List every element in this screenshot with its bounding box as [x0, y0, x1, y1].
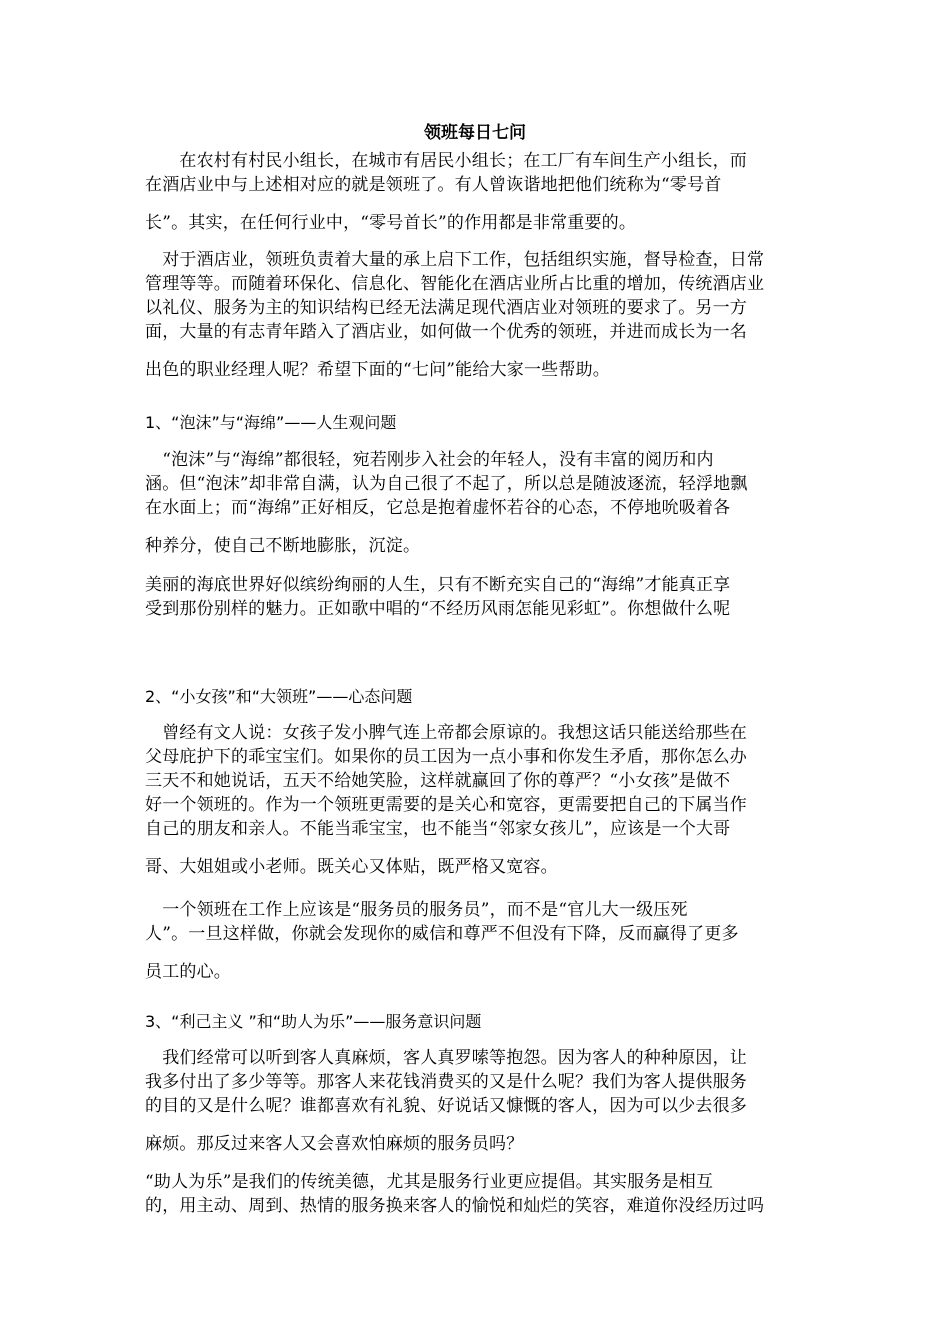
text-line: 长”。其实，在任何行业中，“零号首长”的作用都是非常重要的。: [145, 213, 637, 233]
text-line: 的，用主动、周到、热情的服务换来客人的愉悦和灿烂的笑容，难道你没经历过吗: [145, 1196, 765, 1216]
text-line: 的目的又是什么呢？谁都喜欢有礼貌、好说话又慷慨的客人，因为可以少去很多: [145, 1096, 747, 1116]
text-line: “泡沫”与“海绵”都很轻，宛若刚步入社会的年轻人，没有丰富的阅历和内: [145, 450, 714, 470]
text-line: 面，大量的有志青年踏入了酒店业，如何做一个优秀的领班，并进而成长为一名: [145, 322, 747, 342]
text-line: 种养分，使自己不断地膨胀，沉淀。: [145, 536, 421, 556]
text-line: 出色的职业经理人呢？希望下面的“七问”能给大家一些帮助。: [145, 360, 610, 380]
text-line: 管理等等。而随着环保化、信息化、智能化在酒店业所占比重的增加，传统酒店业: [145, 274, 765, 294]
intro-paragraph-1: [145, 149, 810, 235]
text-line: “助人为乐”是我们的传统美德，尤其是服务行业更应提倡。其实服务是相互: [145, 1172, 714, 1192]
text-line: 自己的朋友和亲人。不能当乖宝宝，也不能当“邻家女孩儿”，应该是一个大哥: [145, 819, 731, 839]
intro-paragraph-2: [145, 248, 810, 382]
document-title: 领班每日七问: [424, 123, 526, 143]
section-1-paragraph-2: [145, 573, 810, 621]
text-line: 麻烦。那反过来客人又会喜欢怕麻烦的服务员吗？: [145, 1134, 524, 1154]
text-line: 三天不和她说话，五天不给她笑脸，这样就赢回了你的尊严？“小女孩”是做不: [145, 771, 731, 791]
text-line: 我们经常可以听到客人真麻烦，客人真罗嗦等抱怨。因为客人的种种原因，让: [145, 1048, 747, 1068]
section-2-heading: 2、“小女孩”和“大领班”——心态问题: [145, 687, 413, 706]
section-3-heading: 3、“利己主义 ”和“助人为乐”——服务意识问题: [145, 1012, 482, 1031]
text-line: 在酒店业中与上述相对应的就是领班了。有人曾诙谐地把他们统称为“零号首: [145, 175, 722, 195]
text-line: 在水面上；而“海绵”正好相反，它总是抱着虚怀若谷的心态，不停地吮吸着各: [145, 498, 731, 518]
text-line: 曾经有文人说：女孩子发小脾气连上帝都会原谅的。我想这话只能送给那些在: [145, 723, 747, 743]
text-line: 在农村有村民小组长，在城市有居民小组长；在工厂有车间生产小组长，而: [145, 151, 747, 171]
section-3-paragraph-1: [145, 1046, 810, 1156]
text-line: 美丽的海底世界好似缤纷绚丽的人生，只有不断充实自己的“海绵”才能真正享: [145, 575, 731, 595]
section-1-heading: 1、“泡沫”与“海绵”——人生观问题: [145, 413, 397, 432]
text-line: 以礼仪、服务为主的知识结构已经无法满足现代酒店业对领班的要求了。另一方: [145, 298, 747, 318]
section-2-paragraph-1: [145, 721, 810, 879]
text-line: 父母庇护下的乖宝宝们。如果你的员工因为一点小事和你发生矛盾，那你怎么办: [145, 747, 747, 767]
text-line: 我多付出了多少等等。那客人来花钱消费买的又是什么呢？我们为客人提供服务: [145, 1072, 747, 1092]
text-line: 哥、大姐姐或小老师。既关心又体贴，既严格又宽容。: [145, 857, 558, 877]
text-line: 人”。一旦这样做，你就会发现你的威信和尊严不但没有下降，反而赢得了更多: [145, 924, 739, 944]
section-1-paragraph-1: [145, 448, 810, 558]
text-line: 受到那份别样的魅力。正如歌中唱的“不经历风雨怎能见彩虹”。你想做什么呢: [145, 599, 731, 619]
text-line: 好一个领班的。作为一个领班更需要的是关心和宽容，更需要把自己的下属当作: [145, 795, 747, 815]
section-2-paragraph-2: [145, 898, 810, 984]
text-line: 涵。但“泡沫”却非常自满，认为自己很了不起了，所以总是随波逐流，轻浮地飘: [145, 474, 748, 494]
text-line: 员工的心。: [145, 962, 231, 982]
section-3-paragraph-2: [145, 1170, 810, 1218]
text-line: 一个领班在工作上应该是“服务员的服务员”，而不是“官儿大一级压死: [145, 900, 688, 920]
text-line: 对于酒店业，领班负责着大量的承上启下工作，包括组织实施，督导检查，日常: [145, 250, 765, 270]
